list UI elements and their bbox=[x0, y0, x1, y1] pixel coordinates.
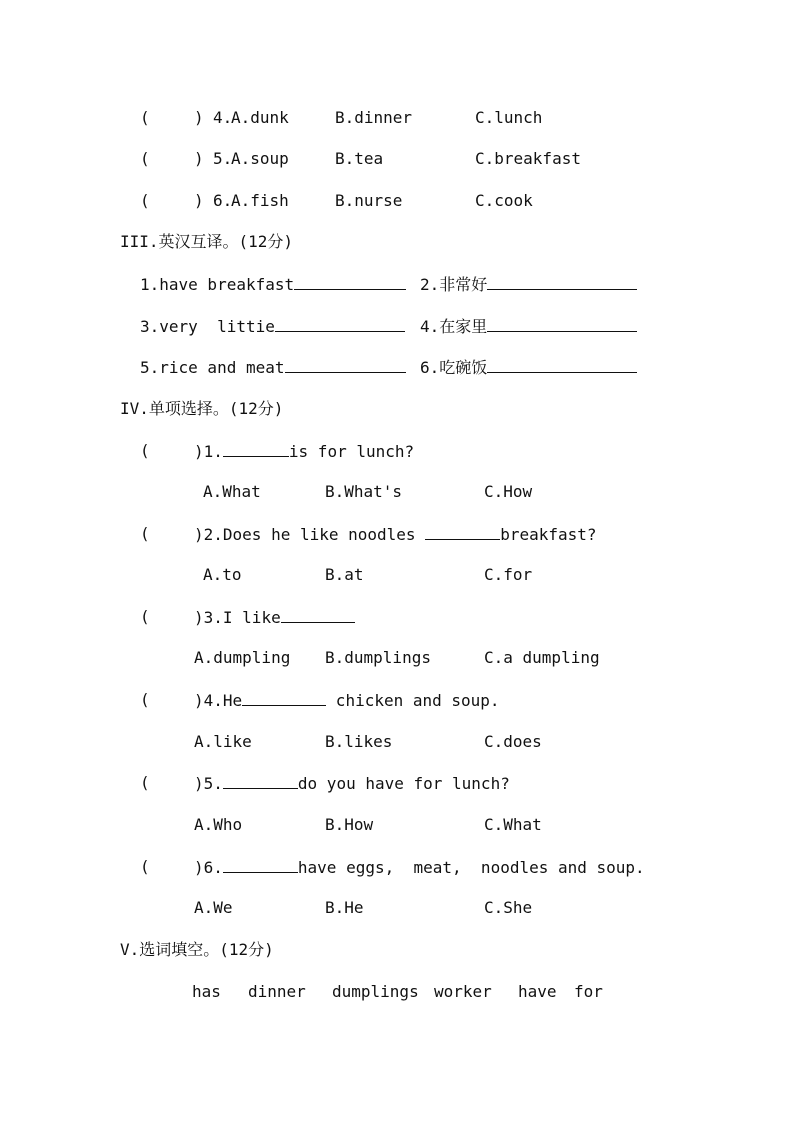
answer-blank[interactable] bbox=[285, 356, 406, 373]
option-a: A.like bbox=[194, 732, 252, 751]
translation-item-right: 2.非常好 bbox=[420, 273, 637, 296]
word-bank-item: has bbox=[192, 982, 221, 1001]
option-c: C.a dumpling bbox=[484, 648, 600, 667]
question-stem: )4.He chicken and soup. bbox=[194, 691, 500, 710]
answer-blank[interactable] bbox=[487, 273, 637, 290]
option-c: C.breakfast bbox=[475, 149, 581, 168]
word-bank-item: have bbox=[518, 982, 557, 1001]
option-c: C.lunch bbox=[475, 108, 543, 127]
answer-blank[interactable] bbox=[294, 273, 406, 290]
option-c: C.cook bbox=[475, 191, 533, 210]
option-c: C.She bbox=[484, 898, 533, 917]
translation-item-left: 5.rice and meat bbox=[140, 356, 406, 379]
translation-item-left: 3.very littie bbox=[140, 315, 405, 338]
question-stem: )1. is for lunch? bbox=[194, 442, 415, 461]
option-b: B.dinner bbox=[335, 108, 413, 127]
answer-blank[interactable] bbox=[223, 772, 298, 789]
option-b: B.He bbox=[325, 898, 364, 917]
option-a: A.Who bbox=[194, 815, 243, 834]
word-bank-item: for bbox=[574, 982, 603, 1001]
question-stem: )2.Does he like noodles breakfast? bbox=[194, 525, 597, 544]
option-b: B.at bbox=[325, 565, 364, 584]
option-a: A.What bbox=[203, 482, 261, 501]
answer-paren-close: ) bbox=[194, 149, 204, 168]
word-bank-item: worker bbox=[434, 982, 492, 1001]
option-b: B.dumplings bbox=[325, 648, 431, 667]
answer-paren-open: ( bbox=[140, 857, 150, 876]
option-a: A.dumpling bbox=[194, 648, 291, 667]
answer-paren-open: ( bbox=[140, 191, 150, 210]
option-a: A.We bbox=[194, 898, 233, 917]
answer-blank[interactable] bbox=[487, 356, 637, 373]
question-number: 6. bbox=[213, 191, 233, 210]
answer-paren-open: ( bbox=[140, 607, 150, 626]
question-number: 4. bbox=[213, 108, 233, 127]
answer-blank[interactable] bbox=[223, 856, 298, 873]
option-c: C.What bbox=[484, 815, 542, 834]
option-a: A.soup bbox=[231, 149, 289, 168]
answer-blank[interactable] bbox=[487, 315, 637, 332]
answer-blank[interactable] bbox=[275, 315, 405, 332]
section-3-heading: III.英汉互译。(12分) bbox=[120, 232, 294, 251]
option-a: A.dunk bbox=[231, 108, 289, 127]
answer-blank[interactable] bbox=[281, 606, 355, 623]
answer-blank[interactable] bbox=[425, 523, 500, 540]
answer-paren-open: ( bbox=[140, 149, 150, 168]
option-a: A.to bbox=[203, 565, 242, 584]
word-bank-item: dinner bbox=[248, 982, 306, 1001]
option-c: C.does bbox=[484, 732, 542, 751]
option-c: C.How bbox=[484, 482, 533, 501]
answer-blank[interactable] bbox=[242, 689, 326, 706]
question-stem: )3.I like bbox=[194, 606, 355, 629]
answer-paren-open: ( bbox=[140, 441, 150, 460]
answer-paren-close: ) bbox=[194, 191, 204, 210]
answer-paren-open: ( bbox=[140, 524, 150, 543]
translation-item-right: 4.在家里 bbox=[420, 315, 637, 338]
question-number: 5. bbox=[213, 149, 233, 168]
answer-paren-close: ) bbox=[194, 108, 204, 127]
answer-paren-open: ( bbox=[140, 108, 150, 127]
option-b: B.likes bbox=[325, 732, 393, 751]
option-b: B.nurse bbox=[335, 191, 403, 210]
word-bank-item: dumplings bbox=[332, 982, 419, 1001]
answer-paren-open: ( bbox=[140, 773, 150, 792]
question-stem: )5. do you have for lunch? bbox=[194, 774, 510, 793]
option-b: B.How bbox=[325, 815, 374, 834]
option-b: B.tea bbox=[335, 149, 384, 168]
section-5-heading: V.选词填空。(12分) bbox=[120, 940, 274, 959]
option-a: A.fish bbox=[231, 191, 289, 210]
option-c: C.for bbox=[484, 565, 533, 584]
option-b: B.What's bbox=[325, 482, 403, 501]
question-stem: )6. have eggs, meat, noodles and soup. bbox=[194, 858, 645, 877]
answer-blank[interactable] bbox=[223, 440, 289, 457]
translation-item-right: 6.吃碗饭 bbox=[420, 356, 637, 379]
section-4-heading: IV.单项选择。(12分) bbox=[120, 399, 284, 418]
answer-paren-open: ( bbox=[140, 690, 150, 709]
translation-item-left: 1.have breakfast bbox=[140, 273, 406, 296]
